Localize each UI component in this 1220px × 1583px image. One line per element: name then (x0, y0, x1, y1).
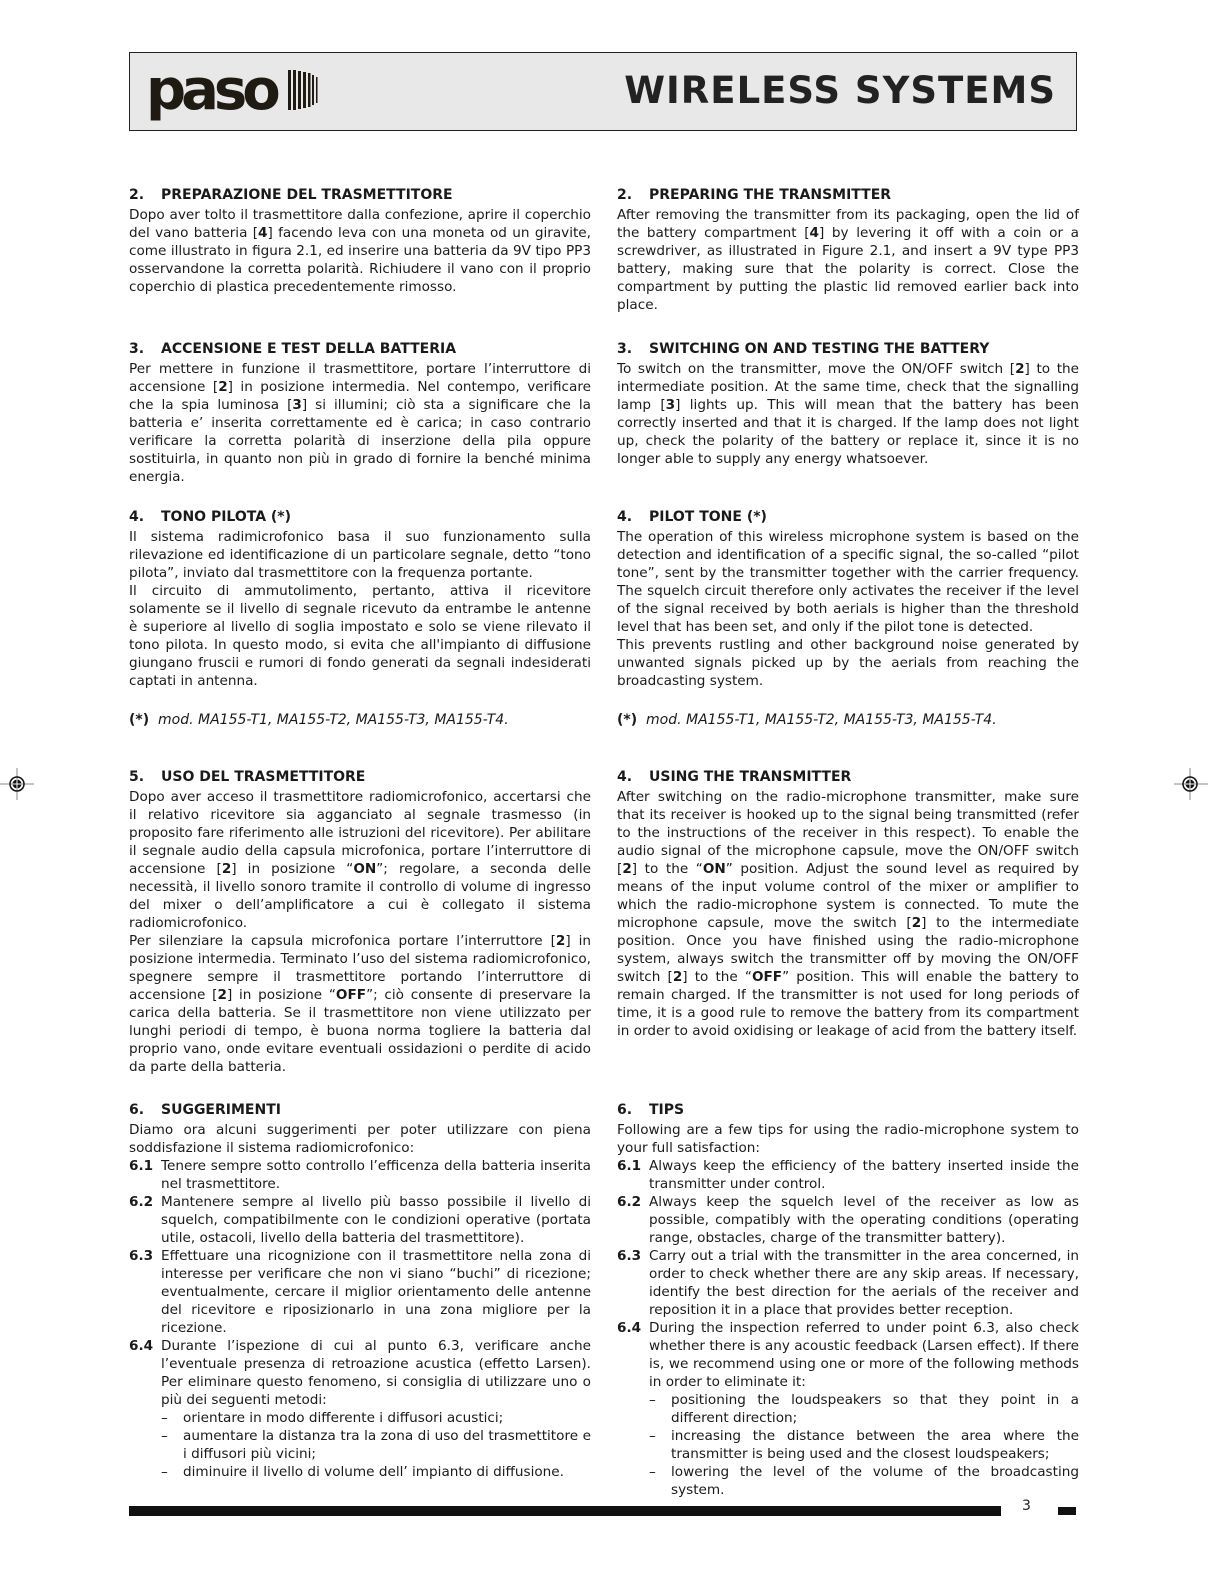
tip-item: 6.3 Carry out a trial with the transmitter in the area concerned, in order to check whether there are any skip areas. If necessary, identify the best direction for the aerials of the receiver and reposition it in a place that provides better reception. (617, 1248, 1079, 1318)
dash-item: – orientare in modo differente i diffusori acustici; (161, 1410, 504, 1426)
section-tono-pilota (129, 508, 591, 690)
dash-item: – increasing the distance between the area where the transmitter is being used and the closest loudspeakers; (649, 1428, 1079, 1462)
section-heading: 2. PREPARING THE TRANSMITTER (617, 187, 892, 203)
dash-bullet: – (649, 1392, 656, 1408)
section-body: Per mettere in funzione il trasmettitore, portare l’interruttore di accensione [2] in posizione intermedia. Nel contempo, verificare che la spia luminosa [3] si illumini; ciò sta a significare che la batteria e’ inserita correttamente ed è carica; in caso contrario verificare la corretta polarità di inserzione della pila oppure sostituirla, in quanto non più in grado di fornire la benché minima energia. (129, 361, 591, 485)
dash-bullet: – (161, 1464, 168, 1480)
section-uso (129, 768, 591, 1076)
dash-item: – positioning the loudspeakers so that they point in a different direction; (649, 1392, 1079, 1426)
section-body: Per silenziare la capsula microfonica portare l’interruttore [2] in posizione intermedia. Terminato l’uso del sistema radiomicrofonico, spegnere sempre il trasmettitore portando l’interruttore di accensione [2] in posizione “OFF”; ciò consente di preservare la carica della batteria. Se il trasmettitore non viene utilizzato per lunghi periodi di tempo, è buona norma togliere la batteria dal proprio vano, onde evitare eventuali ossidazioni o perdite di acido da parte della batteria. (129, 933, 591, 1075)
tip-item: 6.4 Durante l’ispezione di cui al punto 6.3, verificare anche l’eventuale presenza di retroazione acustica (effetto Larsen). Per eliminare questo fenomeno, si consiglia di utilizzare uno o più dei seguenti metodi: (129, 1338, 591, 1408)
section-tips (617, 1101, 1079, 1499)
tip-item: 6.3 Effettuare una ricognizione con il trasmettitore nella zona di interesse per verificare che non vi siano “buchi” di ricezione; eventualmente, cercare il miglior orientamento delle antenne del ricevitore e riposizionarlo in una zona migliore per la ricezione. (129, 1248, 591, 1336)
page-header (129, 52, 1077, 131)
dash-bullet: – (161, 1410, 168, 1426)
section-body: To switch on the transmitter, move the ON/OFF switch [2] to the intermediate position. At the same time, check that the signalling lamp [3] lights up. This will mean that the battery has been correctly inserted and that it is charged. If the lamp does not light up, check the polarity of the battery or replace it, since it is no longer able to supply any energy whatsoever. (617, 361, 1080, 467)
crosshair-registration-icon (1172, 766, 1208, 802)
header-title: WIRELESS SYSTEMS (624, 69, 1056, 112)
tip-item: 6.2 Always keep the squelch level of the receiver as low as possible, compatibly with the operating conditions (operating range, obstacles, charge of the transmitter battery). (617, 1194, 1079, 1246)
section-heading: 2. PREPARAZIONE DEL TRASMETTITORE (129, 187, 453, 203)
dash-bullet: – (649, 1464, 656, 1480)
section-accensione (129, 340, 591, 486)
dash-item: – aumentare la distanza tra la zona di uso del trasmettitore e i diffusori più vicini; (161, 1428, 591, 1462)
footer-rule (129, 1506, 1001, 1516)
page-number: 3 (1022, 1498, 1031, 1514)
section-heading: 4. TONO PILOTA (*) (129, 509, 292, 525)
section-heading: 3. SWITCHING ON AND TESTING THE BATTERY (617, 341, 990, 357)
section-pilot-tone (617, 508, 1079, 690)
section-switching-on (617, 340, 1079, 468)
logo-text: paso (146, 59, 276, 123)
section-body: This prevents rustling and other background noise generated by unwanted signals picked up by the aerials from reaching the broadcasting system. (617, 637, 1079, 689)
paso-logo-icon (146, 59, 326, 127)
section-body: After switching on the radio-microphone transmitter, make sure that its receiver is hooked up to the signal being transmitted (refer to the instructions of the receiver in this respect). To enable the audio signal of the microphone capsule, move the ON/OFF switch [2] to the “ON” position. Adjust the sound level as required by means of the input volume control of the mixer or amplifier to which the radio-microphone system is connected. To mute the microphone capsule, move the switch [2] to the intermediate position. Once you have finished using the radio-microphone system, always switch the transmitter off by moving the ON/OFF switch [2] to the “OFF” position. This will enable the battery to remain charged. If the transmitter is not used for long periods of time, it is a good rule to remove the battery from its compartment in order to avoid oxidising or leakage of acid from the battery itself. (617, 789, 1079, 1039)
section-body: Dopo aver acceso il trasmettitore radiomicrofonico, accertarsi che il relativo ricevitore sia agganciato al segnale trasmesso (in proposito fare riferimento alle istruzioni del ricevitore). Per abilitare il segnale audio della capsula microfonica, portare l’interruttore di accensione [2] in posizione “ON”; regolare, a seconda delle necessità, il livello sonoro tramite il controllo di volume di ingresso del mixer o dell’amplificatore a cui è collegato il sistema radiomicrofonico. (129, 789, 591, 931)
tip-item: 6.1 Always keep the efficiency of the battery inserted inside the transmitter under control. (617, 1158, 1079, 1192)
section-intro: Diamo ora alcuni suggerimenti per poter utilizzare con piena soddisfazione il sistema radiomicrofonico: (129, 1122, 591, 1156)
section-body: The operation of this wireless microphone system is based on the detection and identification of a specific signal, the so-called “pilot tone”, sent by the transmitter together with the carrier frequency. The squelch circuit therefore only activates the receiver if the level of the signal received by both aerials is higher than the threshold level that has been set, and only if the pilot tone is detected. (617, 529, 1079, 635)
tip-item: 6.4 During the inspection referred to under point 6.3, also check whether there is any acoustic feedback (Larsen effect). If there is, we recommend using one or more of the following methods in order to eliminate it: (617, 1320, 1079, 1390)
section-heading: 4. PILOT TONE (*) (617, 509, 767, 525)
tip-item: 6.2 Mantenere sempre al livello più basso possibile il livello di squelch, compatibilmente con le condizioni operative (portata utile, ostacoli, livello della batteria del trasmettitore). (129, 1194, 591, 1246)
section-suggerimenti (129, 1101, 591, 1481)
dash-item: – diminuire il livello di volume dell’ impianto di diffusione. (161, 1464, 564, 1480)
dash-bullet: – (649, 1428, 656, 1444)
section-heading: 5. USO DEL TRASMETTITORE (129, 769, 366, 785)
section-heading: 4. USING THE TRANSMITTER (617, 769, 852, 785)
section-body: Il sistema radimicrofonico basa il suo funzionamento sulla rilevazione ed identificazione di un particolare segnale, detto “tono pilota”, inviato dal trasmettitore con la frequenza portante. (129, 529, 591, 581)
crosshair-registration-icon (0, 766, 36, 802)
section-body: Dopo aver tolto il trasmettitore dalla confezione, aprire il coperchio del vano batteria [4] facendo leva con una moneta od un giravite, come illustrato in figura 2.1, ed inserire una batteria da 9V tipo PP3 osservandone la corretta polarità. Richiudere il vano con il proprio coperchio di plastica precedentemente rimosso. (129, 207, 591, 295)
dash-bullet: – (161, 1428, 168, 1444)
model-note: (*) mod. MA155-T1, MA155-T2, MA155-T3, MA155-T4. (617, 712, 997, 728)
model-note: (*) mod. MA155-T1, MA155-T2, MA155-T3, MA155-T4. (129, 712, 509, 728)
section-heading: 6. SUGGERIMENTI (129, 1102, 281, 1118)
section-preparazione (129, 186, 591, 296)
section-body: After removing the transmitter from its packaging, open the lid of the battery compartment [4] by levering it off with a coin or a screwdriver, as illustrated in Figure 2.1, and insert a 9V type PP3 battery, making sure that the polarity is correct. Close the compartment by putting the plastic lid removed earlier back into place. (617, 207, 1080, 313)
section-body: Il circuito di ammutolimento, pertanto, attiva il ricevitore solamente se il livello di segnale ricevuto da entrambe le antenne è superiore al livello di soglia impostato e solo se viene rilevato il tono pilota. In questo modo, si evita che all'impianto di diffusione giungano fruscii e rumori di fondo generati da segnali indesiderati captati in antenna. (129, 583, 591, 689)
section-heading: 6. TIPS (617, 1102, 685, 1118)
footer-marker (1058, 1507, 1076, 1515)
tip-item: 6.1 Tenere sempre sotto controllo l’efficenza della batteria inserita nel trasmettitore. (129, 1158, 591, 1192)
section-using (617, 768, 1079, 1040)
section-intro: Following are a few tips for using the radio-microphone system to your full satisfaction: (617, 1122, 1079, 1156)
dash-item: – lowering the level of the volume of the broadcasting system. (649, 1464, 1079, 1498)
section-preparing (617, 186, 1079, 314)
section-heading: 3. ACCENSIONE E TEST DELLA BATTERIA (129, 341, 457, 357)
